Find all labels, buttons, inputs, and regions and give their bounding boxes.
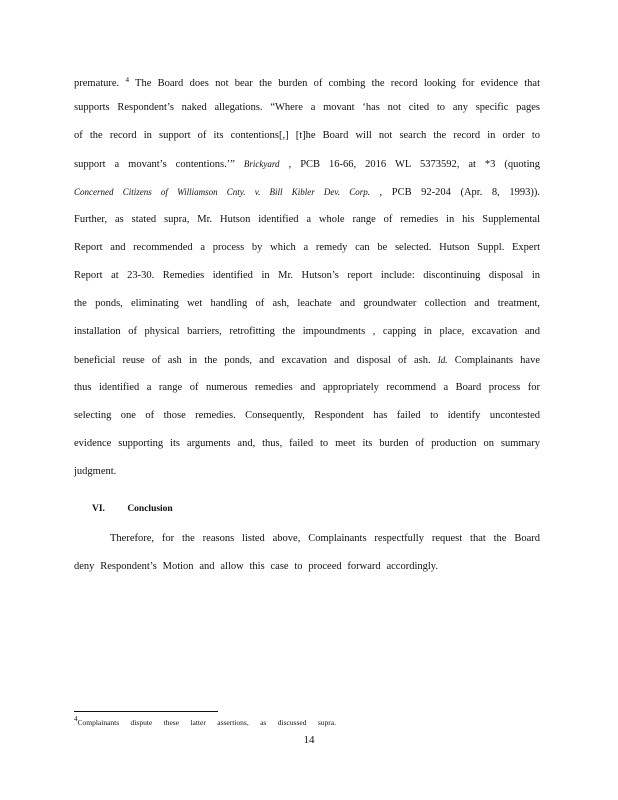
footnote-reference[interactable]: 4 [125,76,129,84]
body-line-7: Report and recommended a process by which a remedy can be selected. Hutson Suppl. Expert [74,242,540,253]
body-line-1-rest: The Board does not bear the burden of combing the record looking for evidence that [135,78,541,89]
body-line-2: supports Respondent’s naked allegations. “Where a movant ‘has not cited to any specific pages [74,102,540,113]
body-line-1-start: premature. [74,78,120,89]
body-line-5-citation: , PCB 92-204 (Apr. 8, 1993)). [379,187,540,198]
footnote-text: Complainants dispute these latter assertions, as discussed supra. [77,718,336,727]
body-line-4 [74,157,540,172]
id-citation: Id. [437,355,448,365]
body-line-6: Further, as stated supra, Mr. Hutson identified a whole range of remedies in his Supplemental [74,214,540,225]
case-name-brickyard: Brickyard [243,159,280,169]
body-line-11-text: beneficial reuse of ash in the ponds, and excavation and disposal of ash. [74,355,431,366]
body-line-5 [74,185,540,200]
section-number: VI. [92,504,105,514]
body-line-10: installation of physical barriers, retrofitting the impoundments , capping in place, excavation and [74,326,540,337]
body-line-11-rest: Complainants have [454,355,541,366]
section-heading [92,504,173,514]
body-line-12: thus identified a range of numerous remedies and appropriately recommend a Board process for [74,382,540,393]
body-line-4-text: support a movant’s contentions.’” [74,159,235,170]
body-line-14: evidence supporting its arguments and, thus, failed to meet its burden of production on summary [74,438,540,449]
case-name-concerned-citizens: Concerned Citizens of Williamson Cnty. v. Bill Kibler Dev. Corp. [74,187,370,197]
body-line-13: selecting one of those remedies. Consequently, Respondent has failed to identify uncontested [74,410,540,421]
footnote [74,714,336,728]
conclusion-line-1: Therefore, for the reasons listed above, Complainants respectfully request that the Board [110,533,540,544]
body-line-9: the ponds, eliminating wet handling of ash, leachate and groundwater collection and treatment, [74,298,540,309]
body-line-11 [74,353,540,368]
page-number: 14 [303,734,315,746]
body-line-4-citation: , PCB 16-66, 2016 WL 5373592, at *3 (quoting [288,159,541,170]
section-title: Conclusion [127,504,173,514]
conclusion-line-2: deny Respondent’s Motion and allow this case to proceed forward accordingly. [74,561,438,572]
footnote-number: 4 [74,715,78,723]
body-line-3: of the record in support of its contentions[,] [t]he Board will not search the record in order to [74,130,540,141]
body-line-8: Report at 23-30. Remedies identified in Mr. Hutson’s report include: discontinuing disposal in [74,270,540,281]
footnote-separator [74,711,218,712]
body-line-15: judgment. [74,466,117,477]
body-line-1 [74,73,540,91]
